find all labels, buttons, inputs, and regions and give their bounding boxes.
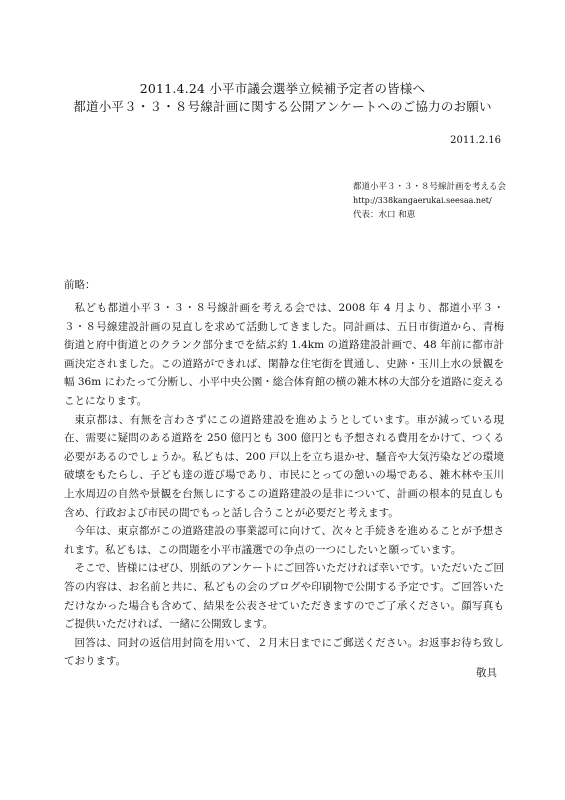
letter-body <box>64 299 504 671</box>
body-paragraph: 東京都は、有無を言わさずにこの道路建設を進めようとしています。車が減っている現在、需要に疑問のある道路を 250 億円とも 300 億円とも予想される費用をかけて、つくる必要があるのでしょうか。私どもは、200 戸以上を立ち退かせ、騒音や大気汚染などの環境破壊をもたらし、子ども達の遊び場であり、市民にとっての憩いの場である、雑木林や玉川上水周辺の自然や景観を台無しにするこの道路建設の是非について、計画の根本的見直しも含め、行政および市民の間でもっと話し合うことが必要だと考えます。 <box>64 413 504 519</box>
body-paragraph: 私ども都道小平３・３・８号線計画を考える会では、2008 年 4 月より、都道小平３・３・８号線建設計画の見直しを求めて活動してきました。同計画は、五日市街道から、青梅街道と府中街道とのクランク部分までを結ぶ約 1.4km の道路建設計画で、48 年前に都市計画決定されました。この道路ができれば、閑静な住宅街を貫通し、史跡・玉川上水の景観を幅 36m にわたって分断し、小平中央公園・総合体育館の横の雑木林の大部分を道路に変えることになります。 <box>64 302 504 407</box>
salutation: 前略： <box>64 279 96 291</box>
letter-date: 2011.2.16 <box>450 135 501 146</box>
sender-representative: 代表：水口 和恵 <box>353 210 416 220</box>
body-paragraph: そこで、皆様にはぜひ、別紙のアンケートにご回答いただければ幸いです。いただいたご回答の内容は、お名前と共に、私どもの会のブログや印刷物で公開する予定です。ご回答いただけなかった場合も含めて、結果を公表させていただきますのでご了承ください。顔写真もご提供いただければ、一緒に公開致します。 <box>64 562 504 631</box>
letter-title-line2: 都道小平３・３・８号線計画に関する公開アンケートへのご協力のお願い <box>73 99 492 114</box>
body-paragraph: 回答は、同封の返信用封筒を用いて、２月末日までにご郵送ください。お返事お待ち致しております。 <box>64 636 504 668</box>
closing: 敬具 <box>476 667 497 679</box>
body-paragraph: 今年は、東京都がこの道路建設の事業認可に向けて、次々と手続きを進めることが予想されます。私どもは、この問題を小平市議選での争点の一つにしたいと願っています。 <box>64 525 504 556</box>
sender-organization: 都道小平３・３・８号線計画を考える会 <box>353 182 507 192</box>
sender-url: http://338kangaerukai.seesaa.net/ <box>353 196 492 205</box>
letter-title-line1: 2011.4.24 小平市議会選挙立候補予定者の皆様へ <box>139 81 426 96</box>
sender-block <box>353 181 506 222</box>
